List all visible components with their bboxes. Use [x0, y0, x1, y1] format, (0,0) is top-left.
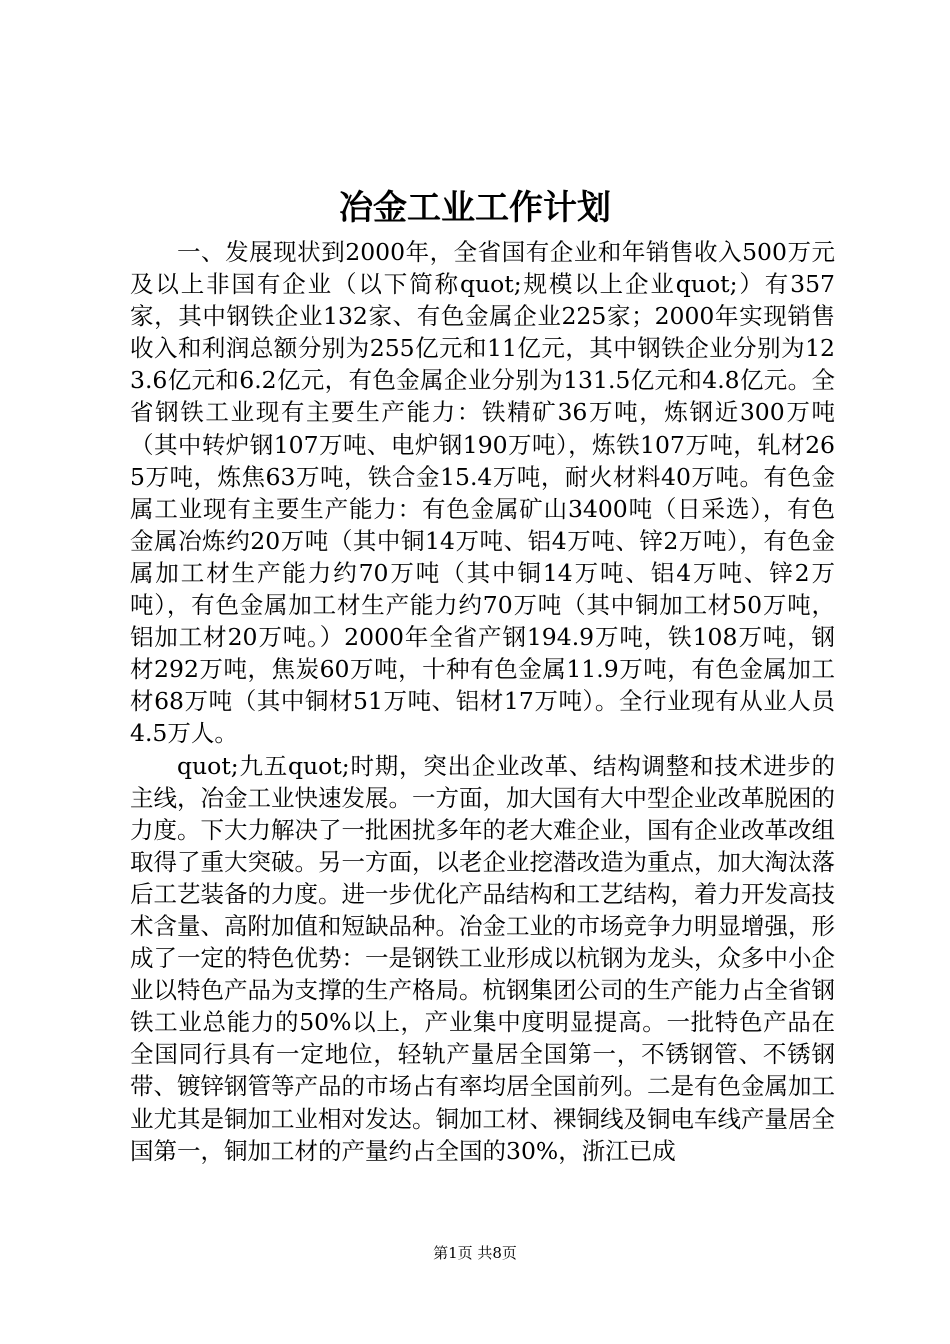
- page-number-footer: 第1页 共8页: [433, 1244, 517, 1262]
- document-body: [130, 236, 835, 1167]
- paragraph-development-status: 一、发展现状到2000年，全省国有企业和年销售收入500万元及以上非国有企业（以下简称quot;规模以上企业quot;）有357家，其中钢铁企业132家、有色金属企业225家；2000年实现销售收入和利润总额分别为255亿元和11亿元，其中钢铁企业分别为123.6亿元和6.2亿元，有色金属企业分别为131.5亿元和4.8亿元。全省钢铁工业现有主要生产能力：铁精矿36万吨，炼钢近300万吨（其中转炉钢107万吨、电炉钢190万吨），炼铁107万吨，轧材265万吨，炼焦63万吨，铁合金15.4万吨，耐火材料40万吨。有色金属工业现有主要生产能力：有色金属矿山3400吨（日采选），有色金属冶炼约20万吨（其中铜14万吨、铝4万吨、锌2万吨），有色金属加工材生产能力约70万吨（其中铜14万吨、铝4万吨、锌2万吨），有色金属加工材生产能力约70万吨（其中铜加工材50万吨，铝加工材20万吨。）2000年全省产钢194.9万吨，铁108万吨，钢材292万吨，焦炭60万吨，十种有色金属11.9万吨，有色金属加工材68万吨（其中铜材51万吨、铝材17万吨）。全行业现有从业人员4.5万人。: [130, 238, 835, 748]
- paragraph-ninth-five-year-period: quot;九五quot;时期，突出企业改革、结构调整和技术进步的主线，冶金工业快速发展。一方面，加大国有大中型企业改革脱困的力度。下大力解决了一批困扰多年的老大难企业，国有企业改革改组取得了重大突破。另一方面，以老企业挖潜改造为重点，加大淘汰落后工艺装备的力度。进一步优化产品结构和工艺结构，着力开发高技术含量、高附加值和短缺品种。冶金工业的市场竞争力明显增强，形成了一定的特色优势：一是钢铁工业形成以杭钢为龙头，众多中小企业以特色产品为支撑的生产格局。杭钢集团公司的生产能力占全省钢铁工业总能力的50%以上，产业集中度明显提高。一批特色产品在全国同行具有一定地位，轻轨产量居全国第一，不锈钢管、不锈钢带、镀锌钢管等产品的市场占有率均居全国前列。二是有色金属加工业尤其是铜加工业相对发达。铜加工材、裸铜线及铜电车线产量居全国第一，铜加工材的产量约占全国的30%，浙江已成: [130, 751, 835, 1165]
- document-title: 冶金工业工作计划: [339, 188, 611, 228]
